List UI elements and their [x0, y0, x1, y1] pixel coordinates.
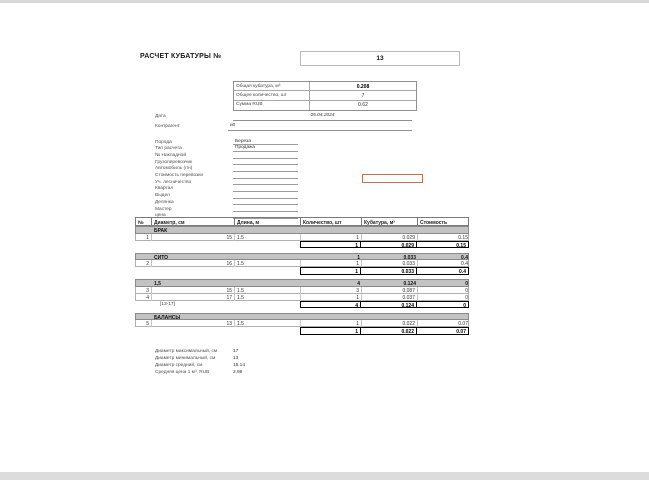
row-diameter: 13 — [152, 320, 235, 327]
section-name: СИТО — [154, 254, 169, 261]
section-total-cells — [300, 301, 469, 309]
calc-number-box — [300, 51, 460, 66]
row-quantity: 1 — [301, 260, 362, 267]
table-row[interactable] — [135, 294, 469, 301]
page-top-margin — [0, 0, 649, 3]
field-value-line — [233, 179, 298, 186]
total-quantity: 1 — [300, 241, 361, 249]
section-total-row — [135, 301, 469, 309]
row-quantity: 1 — [301, 234, 362, 241]
section-total-row — [135, 241, 469, 249]
table-header-cell: Кубатура, м³ — [362, 218, 418, 225]
page-title: РАСЧЕТ КУБАТУРЫ № — [140, 53, 222, 60]
row-diameter: 17 — [152, 294, 235, 301]
row-diameter: 15 — [152, 234, 235, 241]
cubature-table — [135, 217, 469, 335]
summary-row-value: 7 — [361, 92, 365, 99]
field-label: Мастер — [155, 206, 172, 212]
stat-value: 2.98 — [233, 370, 243, 376]
row-number: 1 — [136, 234, 152, 241]
field-label: Тип расчета — [155, 146, 182, 152]
row-number: 3 — [136, 287, 152, 294]
row-length: 1.5 — [235, 294, 301, 301]
summary-row-value: 0.208 — [356, 83, 370, 90]
table-header-cell: Диаметр, см — [152, 218, 235, 225]
stat-value: 13 — [233, 355, 239, 361]
field-value-line — [233, 165, 298, 172]
section-band-volume: 0.033 — [403, 254, 416, 261]
section-band-volume: 0.124 — [403, 281, 416, 287]
stat-label: Средняя цена 1 м³, RUB — [155, 370, 210, 376]
field-value-line — [233, 159, 298, 166]
field-value-line: Береза — [233, 139, 298, 146]
row-quantity: 1 — [301, 294, 362, 301]
contractor-label: Контрагент — [155, 124, 180, 129]
section-name: БАЛАНСЫ — [154, 314, 181, 321]
table-header-cell: Стоимость — [420, 220, 448, 225]
section-total-cells — [300, 267, 469, 275]
total-quantity: 1 — [300, 267, 361, 275]
section-band-qty: 4 — [357, 281, 360, 287]
section-band-cost: 0.4 — [461, 254, 468, 261]
row-volume: 0.022 — [362, 320, 418, 327]
section-name: БРАК — [154, 228, 168, 234]
summary-row — [234, 82, 416, 91]
date-value: 05.04.2024 — [310, 113, 335, 118]
field-label: Выдел — [155, 193, 170, 199]
section-band — [135, 226, 469, 234]
stat-label: Диаметр минимальный, см — [155, 355, 216, 361]
total-cost: 0.15 — [416, 241, 469, 249]
row-volume: 0.033 — [362, 260, 418, 267]
stat-label: Диаметр средний, см — [155, 363, 203, 369]
field-value-line — [233, 199, 298, 206]
table-header-cell: № — [136, 218, 152, 225]
field-label: Порода — [155, 139, 172, 145]
calc-number-value: 13 — [376, 55, 384, 62]
row-volume: 0.087 — [362, 287, 418, 294]
section-total-row — [135, 267, 469, 275]
table-row[interactable] — [135, 320, 469, 327]
table-row[interactable] — [135, 287, 469, 294]
section-band-qty: 1 — [357, 254, 360, 261]
diameter-range-label: [13-17] — [160, 301, 175, 307]
total-volume: 0.033 — [360, 267, 417, 275]
table-header-cell: Количество, шт — [301, 218, 362, 225]
total-quantity: 1 — [300, 327, 361, 335]
row-cost: 0.07 — [458, 321, 468, 327]
summary-row-label: Общее количество, шт — [234, 91, 310, 99]
row-length: 1.5 — [235, 320, 301, 327]
table-row[interactable] — [135, 234, 469, 241]
total-volume: 0.124 — [360, 301, 417, 309]
section-band — [135, 253, 469, 261]
stat-value: 15.14 — [233, 363, 246, 369]
section-total-cells — [300, 241, 469, 249]
table-header-cell: Длина, м — [235, 218, 301, 225]
row-volume: 0.029 — [362, 234, 418, 241]
row-length: 1.5 — [235, 260, 301, 267]
row-quantity: 1 — [301, 320, 362, 327]
section-total-cells — [300, 327, 469, 335]
field-value-line — [233, 172, 298, 179]
summary-row-label: Сумма RUB — [234, 101, 310, 110]
field-value-line — [233, 185, 298, 192]
row-diameter: 15 — [152, 287, 235, 294]
field-value-line — [233, 192, 298, 199]
field-label: Уч. лесничество — [155, 179, 192, 185]
totals-summary-table — [233, 81, 417, 111]
summary-row — [234, 101, 416, 110]
stat-label: Диаметр максимальный, см — [155, 348, 218, 354]
total-cost: 0 — [416, 301, 469, 309]
field-value-line — [233, 206, 298, 213]
field-label: № Накладной — [155, 152, 187, 158]
summary-row — [234, 91, 416, 100]
contractor-value: и0 — [230, 123, 236, 128]
summary-row-label: Общая кубатура, м³ — [234, 82, 310, 90]
date-value-line — [233, 113, 412, 121]
row-cost: 0.4 — [461, 261, 468, 267]
field-label: Квартал — [155, 186, 174, 192]
table-row[interactable] — [135, 260, 469, 267]
total-quantity: 4 — [300, 301, 361, 309]
total-volume: 0.029 — [360, 241, 417, 249]
field-label: Грузоперевозчик — [155, 159, 193, 165]
total-volume: 0.022 — [360, 327, 417, 335]
contractor-value-line — [228, 123, 412, 131]
row-number: 4 — [136, 294, 152, 301]
row-diameter: 16 — [152, 260, 235, 267]
field-label: Стоимость перевозки — [155, 173, 204, 178]
summary-row-value: 0.62 — [358, 102, 368, 109]
row-cost: 0 — [465, 287, 468, 294]
field-label: цена — [155, 213, 166, 219]
date-label: Дата — [155, 114, 166, 119]
row-quantity: 3 — [301, 287, 362, 294]
row-cost: 0.15 — [458, 234, 468, 241]
row-volume: 0.037 — [362, 294, 418, 301]
field-value-line — [233, 152, 298, 159]
row-length: 1.5 — [235, 234, 301, 241]
total-cost: 0.07 — [416, 327, 469, 335]
row-number: 5 — [136, 320, 152, 327]
section-band-cost: 0 — [465, 281, 468, 287]
page-bottom-margin — [0, 472, 649, 480]
section-name: 1,5 — [154, 281, 161, 287]
section-band — [135, 279, 469, 287]
field-value-line: Продажа — [233, 145, 298, 152]
row-length: 1.5 — [235, 287, 301, 294]
row-number: 2 — [136, 260, 152, 267]
section-band — [135, 313, 469, 321]
field-label: Автомобиль (г/н) — [155, 166, 193, 172]
field-label: Делянка — [155, 199, 174, 205]
total-cost: 0.4 — [416, 267, 469, 275]
table-header-row — [135, 217, 469, 226]
selected-cell-outline[interactable] — [362, 174, 423, 183]
stat-value: 17 — [233, 348, 239, 354]
row-cost: 0 — [465, 294, 468, 301]
section-total-row — [135, 327, 469, 335]
